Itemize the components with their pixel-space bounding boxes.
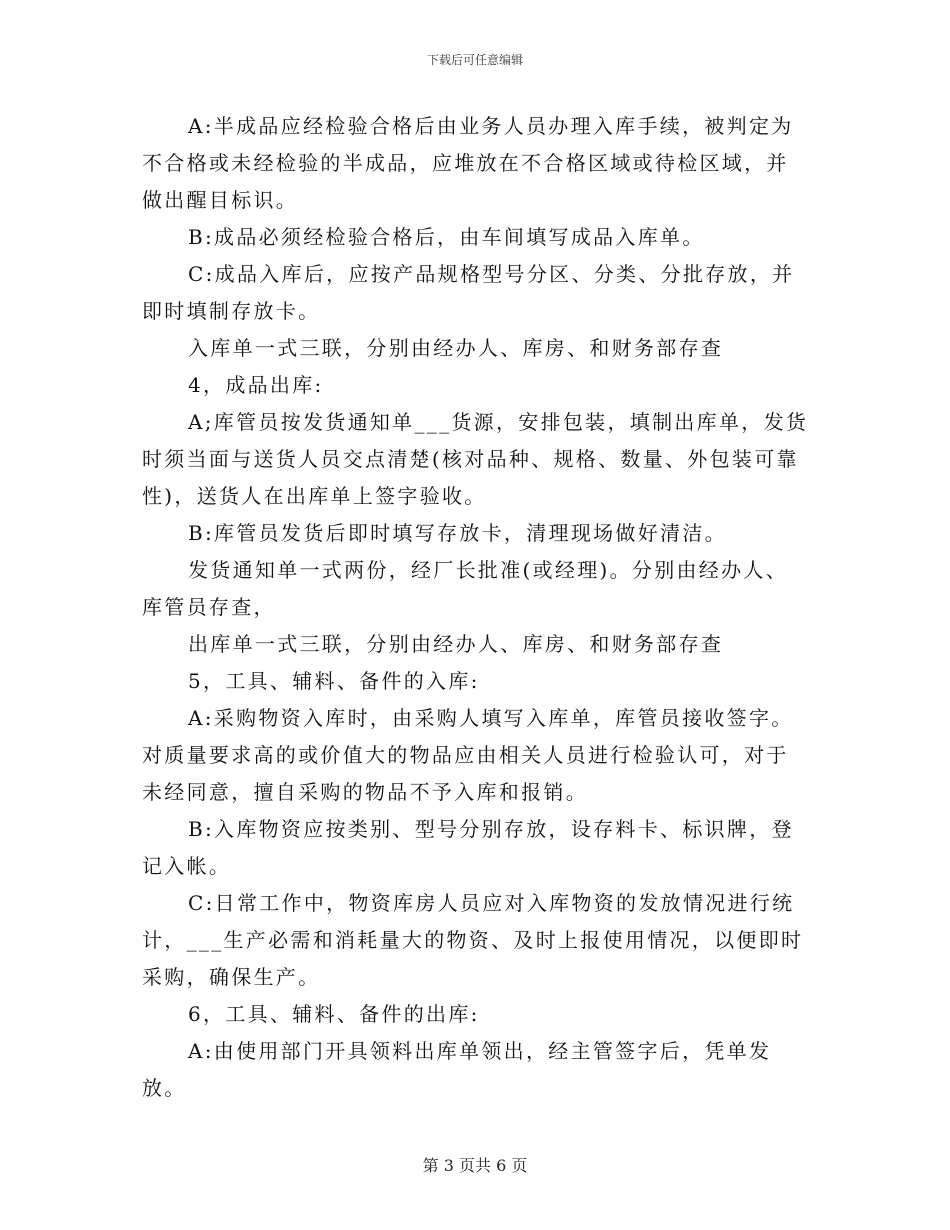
paragraph-a-shipping: A;库管员按发货通知单___货源，安排包装，填制出库单，发货时须当面与送货人员交点清楚(核对品种、规格、数量、外包装可靠性)，送货人在出库单上签字验收。 bbox=[142, 410, 809, 508]
paragraph-b-finished-inspection: B:成品必须经检验合格后，由车间填写成品入库单。 bbox=[188, 225, 705, 249]
paragraph-a-purchase-inbound: A:采购物资入库时，由采购人填写入库单，库管员接收签字。对质量要求高的或价值大的物品应由相关人员进行检验认可，对于未经同意，擅自采购的物品不予入库和报销。 bbox=[142, 706, 794, 804]
paragraph-c-daily-statistics: C:日常工作中，物资库房人员应对入库物资的发放情况进行统计，___生产必需和消耗量大的物资、及时上报使用情况，以便即时采购，确保生产。 bbox=[142, 891, 804, 989]
section-heading-4: 4，成品出库: bbox=[188, 373, 324, 397]
page-header bbox=[0, 52, 950, 68]
paragraph-c-finished-storage: C:成品入库后，应按产品规格型号分区、分类、分批存放，并即时填制存放卡。 bbox=[142, 262, 795, 323]
page-number: 第 3 页共 6 页 bbox=[422, 1156, 528, 1175]
page-footer bbox=[0, 1156, 950, 1176]
header-note: 下载后可任意编辑 bbox=[426, 53, 523, 67]
paragraph-outbound-form-copies: 出库单一式三联，分别由经办人、库房、和财务部存查 bbox=[188, 632, 724, 656]
section-heading-5: 5，工具、辅料、备件的入库: bbox=[188, 669, 480, 693]
paragraph-b-storage-category: B:入库物资应按类别、型号分别存放，设存料卡、标识牌，登记入帐。 bbox=[142, 817, 794, 878]
section-heading-6: 6，工具、辅料、备件的出库: bbox=[188, 1002, 480, 1026]
paragraph-a-requisition: A:由使用部门开具领料出库单领出，经主管签字后，凭单发放。 bbox=[142, 1039, 772, 1100]
paragraph-b-shipping-card: B:库管员发货后即时填写存放卡，清理现场做好清洁。 bbox=[188, 521, 727, 545]
paragraph-inbound-form-copies: 入库单一式三联，分别由经办人、库房、和财务部存查 bbox=[188, 336, 724, 360]
paragraph-shipping-notice-copies: 发货通知单一式两份，经厂长批准(或经理)。分别由经办人、库管员存查， bbox=[142, 558, 789, 619]
paragraph-a-semi-finished: A:半成品应经检验合格后由业务人员办理入库手续，被判定为不合格或未经检验的半成品，应堆放在不合格区域或待检区域，并做出醒目标识。 bbox=[142, 114, 794, 212]
document-body bbox=[142, 108, 810, 1107]
